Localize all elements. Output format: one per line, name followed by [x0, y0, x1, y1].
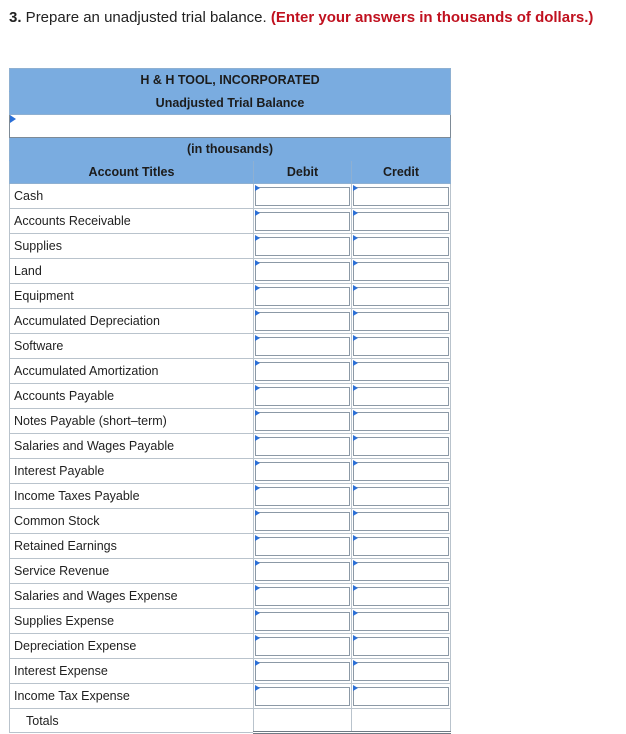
debit-cell: [254, 684, 352, 709]
account-title: Notes Payable (short–term): [10, 409, 254, 434]
debit-header: Debit: [254, 161, 352, 184]
credit-input[interactable]: [353, 637, 449, 656]
input-marker-icon: [353, 535, 358, 541]
debit-cell: [254, 634, 352, 659]
account-rows: [10, 184, 451, 709]
credit-input[interactable]: [353, 312, 449, 331]
account-title: Equipment: [10, 284, 254, 309]
account-title: Depreciation Expense: [10, 634, 254, 659]
account-title: Income Taxes Payable: [10, 484, 254, 509]
debit-input[interactable]: [255, 237, 350, 256]
input-marker-icon: [255, 435, 260, 441]
debit-cell: [254, 234, 352, 259]
statement-title: Unadjusted Trial Balance: [10, 92, 451, 115]
debit-cell: [254, 359, 352, 384]
input-marker-icon: [353, 610, 358, 616]
account-title: Salaries and Wages Expense: [10, 584, 254, 609]
account-title: Accumulated Depreciation: [10, 309, 254, 334]
input-marker-icon: [255, 385, 260, 391]
date-row: [10, 115, 451, 138]
credit-cell: [352, 434, 451, 459]
instruction-emphasis: (Enter your answers in thousands of dollars.): [270, 9, 594, 26]
credit-input[interactable]: [353, 237, 449, 256]
input-marker-icon: [255, 510, 260, 516]
debit-input[interactable]: [255, 362, 350, 381]
input-marker-icon: [353, 210, 358, 216]
input-marker-icon: [353, 360, 358, 366]
debit-cell: [254, 534, 352, 559]
debit-input[interactable]: [255, 487, 350, 506]
input-marker-icon: [353, 185, 358, 191]
input-marker-icon: [353, 310, 358, 316]
input-marker-icon: [353, 685, 358, 691]
account-title: Accumulated Amortization: [10, 359, 254, 384]
input-marker-icon: [255, 460, 260, 466]
credit-input[interactable]: [353, 187, 449, 206]
input-marker-icon: [353, 460, 358, 466]
company-row: [10, 69, 451, 92]
account-row: [10, 609, 451, 634]
credit-input[interactable]: [353, 262, 449, 281]
account-title: Interest Payable: [10, 459, 254, 484]
input-marker-icon: [255, 660, 260, 666]
account-row: [10, 634, 451, 659]
account-title: Supplies Expense: [10, 609, 254, 634]
account-row: [10, 384, 451, 409]
credit-input[interactable]: [353, 562, 449, 581]
input-marker-icon: [353, 385, 358, 391]
credit-cell: [352, 209, 451, 234]
debit-input[interactable]: [255, 337, 350, 356]
input-marker-icon: [353, 335, 358, 341]
input-marker-icon: [255, 285, 260, 291]
credit-input[interactable]: [353, 387, 449, 406]
debit-cell: [254, 409, 352, 434]
debit-cell: [254, 584, 352, 609]
credit-input[interactable]: [353, 212, 449, 231]
credit-cell: [352, 409, 451, 434]
input-marker-icon: [353, 485, 358, 491]
account-row: [10, 409, 451, 434]
account-titles-header: Account Titles: [10, 161, 254, 184]
credit-cell: [352, 459, 451, 484]
debit-input[interactable]: [255, 262, 350, 281]
instruction-body: Prepare an unadjusted trial balance.: [21, 9, 271, 26]
credit-cell: [352, 584, 451, 609]
input-marker-icon: [255, 410, 260, 416]
input-marker-icon: [255, 260, 260, 266]
input-marker-icon: [353, 285, 358, 291]
account-row: [10, 484, 451, 509]
debit-input[interactable]: [255, 412, 350, 431]
account-row: [10, 184, 451, 209]
debit-cell: [254, 334, 352, 359]
account-title: Common Stock: [10, 509, 254, 534]
account-title: Salaries and Wages Payable: [10, 434, 254, 459]
title-row: [10, 92, 451, 115]
debit-cell: [254, 659, 352, 684]
debit-cell: [254, 484, 352, 509]
credit-cell: [352, 684, 451, 709]
account-row: [10, 659, 451, 684]
debit-input[interactable]: [255, 662, 350, 681]
input-marker-icon: [255, 360, 260, 366]
debit-input[interactable]: [255, 562, 350, 581]
account-title: Accounts Receivable: [10, 209, 254, 234]
totals-credit: [352, 709, 451, 733]
company-name: H & H TOOL, INCORPORATED: [10, 69, 451, 92]
debit-input[interactable]: [255, 537, 350, 556]
question-number: 3.: [9, 9, 22, 26]
dropdown-marker-icon: [10, 115, 16, 123]
credit-cell: [352, 559, 451, 584]
trial-balance-table: [9, 68, 451, 734]
debit-input[interactable]: [255, 187, 350, 206]
account-row: [10, 434, 451, 459]
debit-cell: [254, 259, 352, 284]
debit-cell: [254, 609, 352, 634]
debit-input[interactable]: [255, 437, 350, 456]
input-marker-icon: [255, 560, 260, 566]
totals-debit: [254, 709, 352, 733]
credit-cell: [352, 484, 451, 509]
credit-cell: [352, 634, 451, 659]
units-row: [10, 138, 451, 161]
credit-header: Credit: [352, 161, 451, 184]
debit-input[interactable]: [255, 312, 350, 331]
input-marker-icon: [353, 235, 358, 241]
credit-input[interactable]: [353, 462, 449, 481]
account-title: Income Tax Expense: [10, 684, 254, 709]
account-row: [10, 359, 451, 384]
debit-input[interactable]: [255, 587, 350, 606]
input-marker-icon: [255, 210, 260, 216]
debit-input[interactable]: [255, 612, 350, 631]
debit-cell: [254, 284, 352, 309]
debit-input[interactable]: [255, 287, 350, 306]
debit-cell: [254, 509, 352, 534]
debit-input[interactable]: [255, 212, 350, 231]
credit-input[interactable]: [353, 587, 449, 606]
input-marker-icon: [255, 335, 260, 341]
input-marker-icon: [353, 560, 358, 566]
credit-cell: [352, 609, 451, 634]
account-row: [10, 234, 451, 259]
input-marker-icon: [353, 410, 358, 416]
account-row: [10, 534, 451, 559]
totals-row: [10, 709, 451, 733]
input-marker-icon: [353, 260, 358, 266]
account-row: [10, 584, 451, 609]
credit-cell: [352, 534, 451, 559]
credit-cell: [352, 509, 451, 534]
credit-cell: [352, 359, 451, 384]
credit-input[interactable]: [353, 537, 449, 556]
input-marker-icon: [255, 535, 260, 541]
units-label: (in thousands): [10, 138, 451, 161]
debit-cell: [254, 184, 352, 209]
debit-cell: [254, 309, 352, 334]
credit-input[interactable]: [353, 287, 449, 306]
account-row: [10, 309, 451, 334]
account-title: Accounts Payable: [10, 384, 254, 409]
credit-input[interactable]: [353, 437, 449, 456]
debit-cell: [254, 459, 352, 484]
input-marker-icon: [255, 310, 260, 316]
debit-cell: [254, 434, 352, 459]
input-marker-icon: [353, 635, 358, 641]
debit-input[interactable]: [255, 387, 350, 406]
debit-input[interactable]: [255, 462, 350, 481]
account-row: [10, 209, 451, 234]
input-marker-icon: [353, 585, 358, 591]
input-marker-icon: [353, 435, 358, 441]
account-row: [10, 259, 451, 284]
credit-cell: [352, 234, 451, 259]
credit-cell: [352, 309, 451, 334]
account-title: Software: [10, 334, 254, 359]
debit-cell: [254, 209, 352, 234]
column-header-row: [10, 161, 451, 184]
input-marker-icon: [255, 235, 260, 241]
credit-input[interactable]: [353, 512, 449, 531]
account-title: Interest Expense: [10, 659, 254, 684]
account-row: [10, 284, 451, 309]
totals-label: Totals: [10, 709, 254, 733]
account-row: [10, 509, 451, 534]
account-row: [10, 459, 451, 484]
instruction-text: [9, 8, 593, 28]
credit-cell: [352, 659, 451, 684]
account-row: [10, 559, 451, 584]
credit-input[interactable]: [353, 412, 449, 431]
input-marker-icon: [255, 635, 260, 641]
account-row: [10, 684, 451, 709]
input-marker-icon: [255, 185, 260, 191]
credit-input[interactable]: [353, 487, 449, 506]
input-marker-icon: [255, 610, 260, 616]
credit-cell: [352, 259, 451, 284]
account-title: Supplies: [10, 234, 254, 259]
credit-input[interactable]: [353, 612, 449, 631]
account-title: Retained Earnings: [10, 534, 254, 559]
input-marker-icon: [255, 585, 260, 591]
credit-input[interactable]: [353, 337, 449, 356]
credit-cell: [352, 184, 451, 209]
input-marker-icon: [255, 685, 260, 691]
input-marker-icon: [353, 660, 358, 666]
date-selector[interactable]: [10, 115, 451, 138]
account-title: Cash: [10, 184, 254, 209]
account-row: [10, 334, 451, 359]
input-marker-icon: [255, 485, 260, 491]
debit-input[interactable]: [255, 687, 350, 706]
debit-cell: [254, 559, 352, 584]
account-title: Service Revenue: [10, 559, 254, 584]
credit-cell: [352, 334, 451, 359]
debit-input[interactable]: [255, 637, 350, 656]
debit-cell: [254, 384, 352, 409]
debit-input[interactable]: [255, 512, 350, 531]
credit-input[interactable]: [353, 687, 449, 706]
credit-cell: [352, 284, 451, 309]
input-marker-icon: [353, 510, 358, 516]
credit-input[interactable]: [353, 362, 449, 381]
credit-input[interactable]: [353, 662, 449, 681]
account-title: Land: [10, 259, 254, 284]
credit-cell: [352, 384, 451, 409]
